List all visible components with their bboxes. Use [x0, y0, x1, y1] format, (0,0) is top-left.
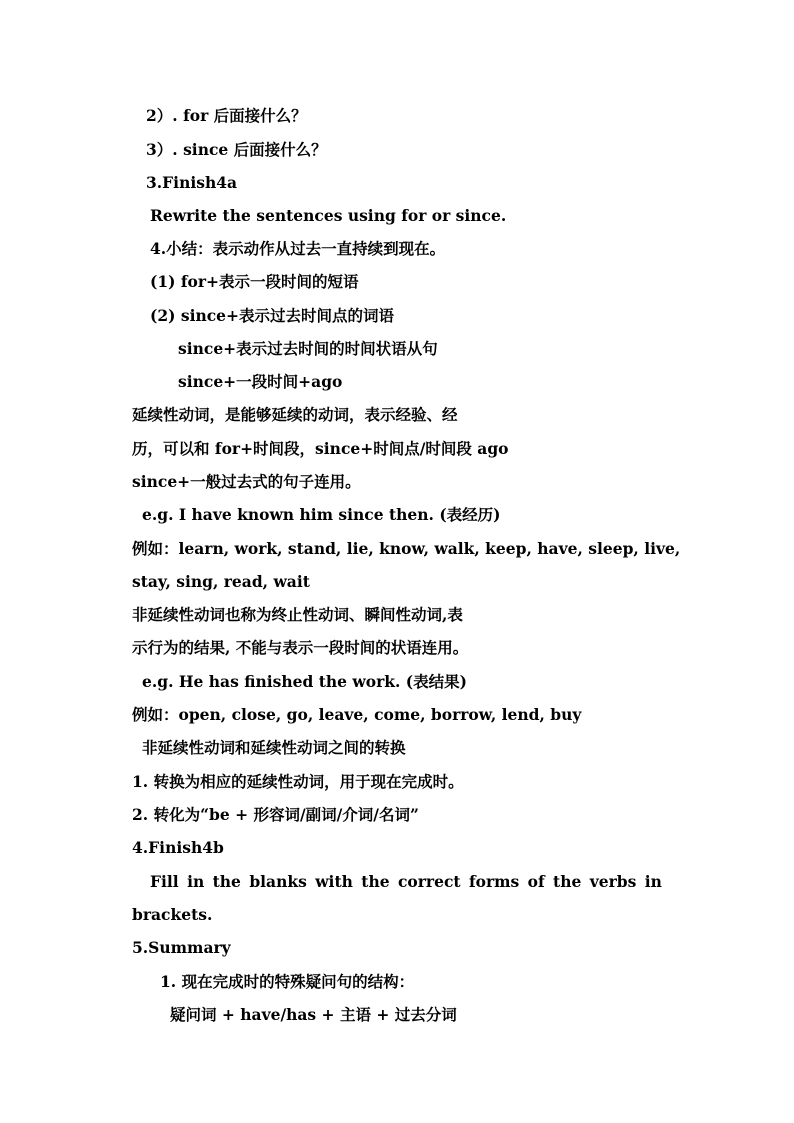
text-line-question-structure-heading: 1. 现在完成时的特殊疑问句的结构： [160, 972, 415, 991]
text-line-since-question: 3）. since 后面接什么？ [146, 140, 327, 159]
text-line-rewrite-instruction: Rewrite the sentences using for or since. [150, 206, 507, 225]
instruction-word: with [315, 872, 353, 891]
instruction-word: correct [397, 872, 461, 891]
instruction-word: forms [468, 872, 520, 891]
instruction-word: in [644, 872, 662, 891]
instruction-word: blanks [249, 872, 307, 891]
instruction-word: verbs [589, 872, 637, 891]
text-line-question-structure-formula: 疑问词 + have/has + 主语 + 过去分词 [170, 1005, 457, 1024]
text-line-durative-verbs-2: stay, sing, read, wait [132, 572, 310, 591]
text-line-for-question: 2）. for 后面接什么？ [146, 106, 307, 125]
instruction-word: the [212, 872, 241, 891]
heading-finish-4b: 4.Finish4b [132, 838, 224, 857]
text-line-conversion-heading: 非延续性动词和延续性动词之间的转换 [142, 738, 406, 757]
text-line-non-durative-definition-2: 示行为的结果, 不能与表示一段时间的状语连用。 [132, 638, 469, 657]
text-line-example-experience: e.g. I have known him since then. (表经历) [142, 505, 501, 524]
instruction-word: the [361, 872, 390, 891]
instruction-word: of [527, 872, 545, 891]
text-line-since-rule-1: (2) since+表示过去时间点的词语 [150, 306, 395, 325]
instruction-word: in [187, 872, 205, 891]
text-line-durative-definition-3: since+一般过去式的句子连用。 [132, 472, 361, 491]
text-line-non-durative-definition-1: 非延续性动词也称为终止性动词、瞬间性动词,表 [132, 605, 463, 624]
instruction-word: the [553, 872, 582, 891]
heading-finish-4a: 3.Finish4a [146, 173, 238, 192]
text-line-example-result: e.g. He has finished the work. (表结果) [142, 672, 467, 691]
text-line-since-rule-3: since+一段时间+ago [178, 372, 343, 391]
text-line-conversion-2: 2. 转化为“be + 形容词/副词/介词/名词” [132, 805, 419, 824]
text-line-durative-definition-2: 历，可以和 for+时间段，since+时间点/时间段 ago [132, 439, 509, 458]
text-line-since-rule-2: since+表示过去时间的时间状语从句 [178, 339, 438, 358]
text-line-fill-instruction [150, 872, 662, 892]
text-line-for-rule: (1) for+表示一段时间的短语 [150, 272, 359, 291]
text-line-summary-heading: 4.小结：表示动作从过去一直持续到现在。 [150, 239, 446, 258]
text-line-brackets: brackets. [132, 905, 213, 924]
text-line-conversion-1: 1. 转换为相应的延续性动词，用于现在完成时。 [132, 772, 464, 791]
instruction-word: Fill [150, 872, 179, 891]
text-line-non-durative-verbs: 例如：open, close, go, leave, come, borrow, lend, buy [132, 705, 582, 724]
text-line-durative-definition-1: 延续性动词，是能够延续的动词，表示经验、经 [132, 405, 458, 424]
heading-summary: 5.Summary [132, 938, 231, 957]
text-line-durative-verbs-1: 例如：learn, work, stand, lie, know, walk, keep, have, sleep, live, [132, 539, 681, 558]
